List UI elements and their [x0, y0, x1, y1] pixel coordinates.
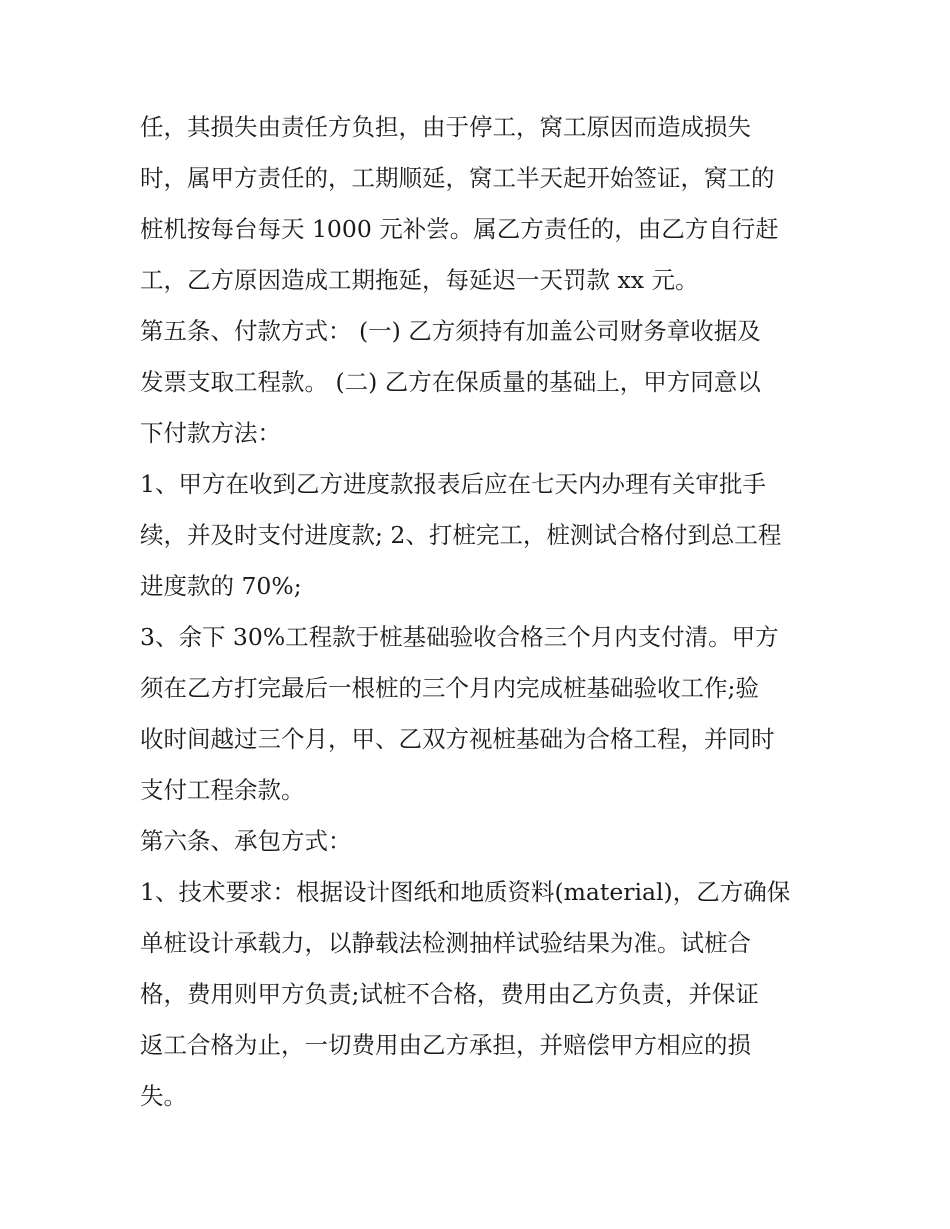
- paragraph-article-five-payment: [140, 306, 812, 459]
- paragraph-technical-requirements: [140, 867, 812, 1122]
- paragraph-delay-liability: [140, 102, 812, 306]
- text-line: 续，并及时支付进度款; 2、打桩完工，桩测试合格付到总工程: [140, 521, 782, 549]
- text-line: 收时间越过三个月，甲、乙双方视桩基础为合格工程，并同时: [140, 725, 775, 753]
- text-line: 单桩设计承载力，以静载法检测抽样试验结果为准。试桩合: [140, 929, 751, 957]
- text-line: 下付款方法：: [140, 419, 281, 447]
- text-line: 失。: [140, 1082, 187, 1110]
- text-line: 返工合格为止，一切费用由乙方承担，并赔偿甲方相应的损: [140, 1031, 751, 1059]
- paragraph-article-six-heading: [140, 816, 812, 867]
- text-line: 格，费用则甲方负责;试桩不合格，费用由乙方负责，并保证: [140, 980, 759, 1008]
- text-line: 1、技术要求：根据设计图纸和地质资料(material)，乙方确保: [140, 878, 791, 906]
- text-line: 桩机按每台每天 1000 元补尝。属乙方责任的，由乙方自行赶: [140, 215, 779, 243]
- text-line: 支付工程余款。: [140, 776, 305, 804]
- paragraph-payment-item-3: [140, 612, 812, 816]
- paragraph-payment-item-1: [140, 459, 812, 612]
- text-line: 发票支取工程款。 (二) 乙方在保质量的基础上，甲方同意以: [140, 368, 761, 396]
- document-body: [140, 102, 812, 1122]
- text-line: 第六条、承包方式：: [140, 827, 352, 855]
- text-line: 第五条、付款方式： (一) 乙方须持有加盖公司财务章收据及: [140, 317, 761, 345]
- text-line: 工，乙方原因造成工期拖延，每延迟一天罚款 xx 元。: [140, 266, 699, 294]
- text-line: 时，属甲方责任的，工期顺延，窝工半天起开始签证，窝工的: [140, 164, 775, 192]
- text-line: 1、甲方在收到乙方进度款报表后应在七天内办理有关审批手: [140, 470, 766, 498]
- text-line: 须在乙方打完最后一根桩的三个月内完成桩基础验收工作;验: [140, 674, 759, 702]
- text-line: 3、余下 30%工程款于桩基础验收合格三个月内支付清。甲方: [140, 623, 779, 651]
- text-line: 任，其损失由责任方负担，由于停工，窝工原因而造成损失: [140, 113, 751, 141]
- text-line: 进度款的 70%;: [140, 572, 302, 600]
